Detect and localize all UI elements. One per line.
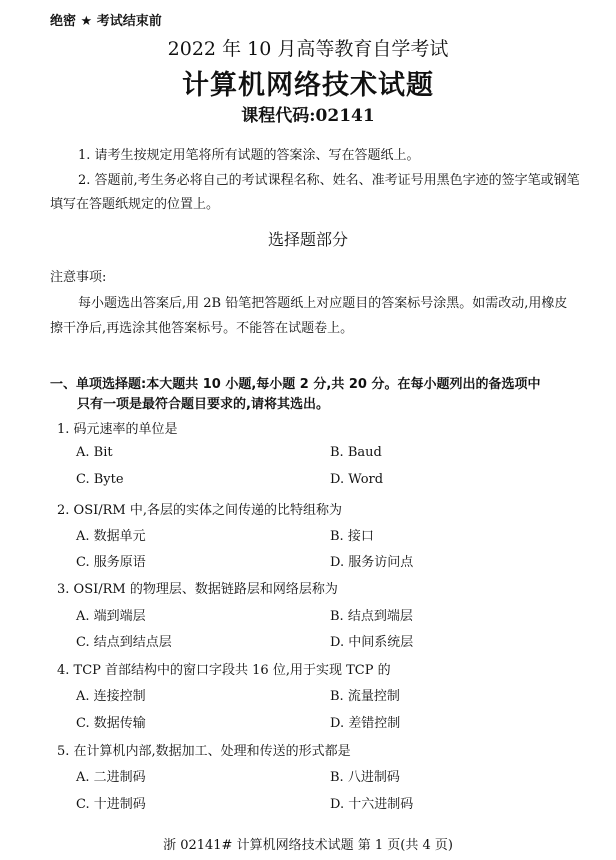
option-d: D. 差错控制 [330, 716, 401, 731]
notes-line-1: 每小题选出答案后,用 2B 铅笔把答题纸上对应题目的答案标号涂黑。如需改动,用橡皮 [78, 296, 568, 311]
instruction-2: 2. 答题前,考生务必将自己的考试课程名称、姓名、准考证号用黑色字迹的签字笔或钢笔 [78, 173, 580, 188]
option-a: A. Bit [76, 445, 113, 460]
question-stem: 2. OSI/RM 中,各层的实体之间传递的比特组称为 [57, 503, 342, 518]
option-a: A. 连接控制 [76, 689, 146, 704]
part1-heading: 一、单项选择题:本大题共 10 小题,每小题 2 分,共 20 分。在每小题列出的备选项中 [50, 377, 541, 392]
paper-title: 计算机网络技术试题 [182, 70, 434, 101]
option-a: A. 二进制码 [76, 770, 146, 785]
option-c: C. 结点到结点层 [76, 635, 172, 650]
question-stem: 1. 码元速率的单位是 [57, 422, 178, 437]
option-b: B. 接口 [330, 529, 374, 544]
option-a: A. 数据单元 [76, 529, 146, 544]
section-title: 选择题部分 [267, 230, 348, 249]
course-code: 课程代码:02141 [241, 106, 375, 126]
page-footer: 浙 02141# 计算机网络技术试题 第 1 页(共 4 页) [163, 838, 453, 853]
question-stem: 5. 在计算机内部,数据加工、处理和传送的形式都是 [57, 744, 351, 759]
option-b: B. 八进制码 [330, 770, 400, 785]
instruction-1: 1. 请考生按规定用笔将所有试题的答案涂、写在答题纸上。 [78, 148, 420, 163]
option-b: B. 流量控制 [330, 689, 400, 704]
exam-title: 2022 年 10 月高等教育自学考试 [167, 38, 449, 60]
option-a: A. 端到端层 [76, 609, 146, 624]
question-stem: 3. OSI/RM 的物理层、数据链路层和网络层称为 [57, 582, 338, 597]
option-d: D. 服务访问点 [330, 555, 414, 570]
part1-heading-cont: 只有一项是最符合题目要求的,请将其选出。 [77, 397, 329, 412]
option-d: D. 中间系统层 [330, 635, 414, 650]
notes-label: 注意事项: [50, 270, 107, 285]
secret-mark: 绝密 ★ 考试结束前 [50, 14, 162, 29]
option-d: D. Word [330, 472, 384, 487]
option-d: D. 十六进制码 [330, 797, 414, 812]
option-b: B. 结点到端层 [330, 609, 413, 624]
option-b: B. Baud [330, 445, 382, 460]
option-c: C. 服务原语 [76, 555, 146, 570]
question-stem: 4. TCP 首部结构中的窗口字段共 16 位,用于实现 TCP 的 [57, 663, 391, 678]
instruction-2-cont: 填写在答题纸规定的位置上。 [50, 197, 220, 212]
option-c: C. 十进制码 [76, 797, 146, 812]
notes-line-2: 擦干净后,再选涂其他答案标号。不能答在试题卷上。 [50, 321, 354, 336]
option-c: C. Byte [76, 472, 124, 487]
option-c: C. 数据传输 [76, 716, 146, 731]
